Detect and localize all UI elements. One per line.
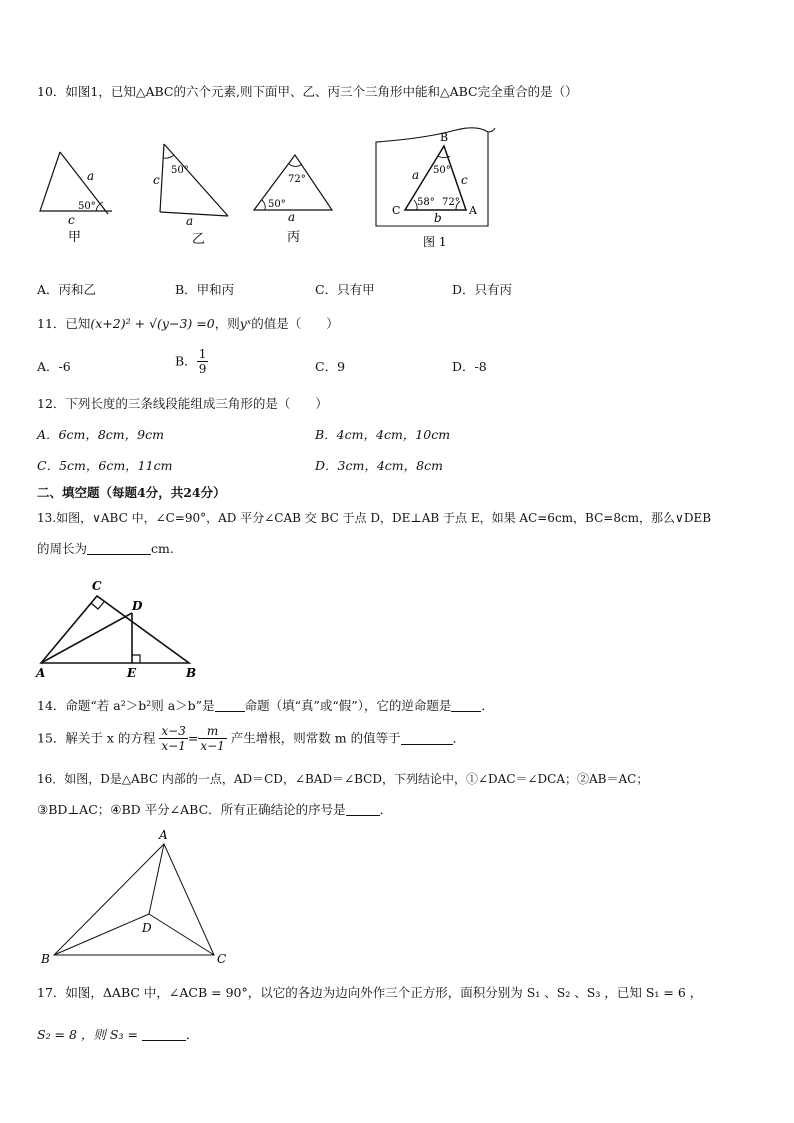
q13-label-C: C bbox=[92, 579, 102, 593]
q13-line2 bbox=[37, 541, 174, 557]
yi-side-c: c bbox=[153, 173, 160, 187]
q11-power: yˣ bbox=[239, 316, 252, 331]
q13-answer-blank[interactable] bbox=[87, 542, 151, 555]
figure-q13 bbox=[34, 576, 204, 680]
q12-stem: 12．下列长度的三条线段能组成三角形的是（ ） bbox=[37, 396, 328, 411]
jia-caption: 甲 bbox=[68, 230, 82, 245]
q11-option-b-numerator: 1 bbox=[198, 347, 207, 361]
fig1-angle-B: 50° bbox=[433, 165, 451, 176]
q17-answer-blank[interactable] bbox=[142, 1028, 186, 1041]
q15-frac1-denominator: x−1 bbox=[161, 739, 186, 753]
q11-option-b bbox=[175, 347, 208, 376]
q11-stem-end: 的值是（ ） bbox=[251, 316, 339, 331]
yi-side-a: a bbox=[186, 214, 194, 228]
q16-label-D: D bbox=[142, 921, 152, 935]
q14-text-pre: 14．命题“若 a²＞b²则 a＞b”是 bbox=[37, 698, 215, 713]
fig1-side-b: b bbox=[434, 211, 442, 225]
fig1-side-c: c bbox=[461, 173, 468, 187]
figure-yi bbox=[152, 142, 236, 248]
q16-answer-blank[interactable] bbox=[346, 803, 380, 816]
q15-post: 产生增根，则常数 m 的值等于 bbox=[230, 730, 401, 746]
figure-q16 bbox=[38, 826, 234, 968]
q15-answer-blank[interactable] bbox=[401, 732, 453, 745]
q16-line1: 16．如图，D是△ABC 内部的一点，AD＝CD，∠BAD＝∠BCD，下列结论中，①∠DAC＝∠DCA；②AB＝AC； bbox=[37, 772, 649, 786]
q13-label-A: A bbox=[36, 666, 46, 680]
jia-side-a: a bbox=[87, 169, 95, 183]
q13-line1: 13.如图，∨ABC 中，∠C=90°，AD 平分∠CAB 交 BC 于点 D，DE⊥AB 于点 E，如果 AC=6cm，BC=8cm，那么∨DEB bbox=[37, 511, 712, 525]
q14-text-mid: 命题（填“真”或“假”），它的逆命题是 bbox=[244, 698, 452, 713]
q16-label-C: C bbox=[217, 952, 227, 966]
yi-caption: 乙 bbox=[192, 232, 206, 247]
q15-text bbox=[37, 724, 465, 753]
q11-option-b-denominator: 9 bbox=[198, 362, 207, 376]
q14-blank-2[interactable] bbox=[451, 699, 481, 712]
q13-label-D: D bbox=[132, 599, 143, 613]
bing-angle-top: 72° bbox=[288, 174, 306, 185]
figure-bing bbox=[250, 150, 340, 248]
q11-stem bbox=[37, 316, 339, 332]
q15-frac2-numerator: m bbox=[198, 724, 226, 739]
q13-line2-post: cm. bbox=[151, 541, 174, 556]
q12-option-d: D．3cm，4cm，8cm bbox=[315, 458, 443, 473]
q10-option-d: D．只有丙 bbox=[452, 282, 513, 297]
q15-pre: 15．解关于 x 的方程 bbox=[37, 730, 156, 746]
fig1-caption: 图 1 bbox=[423, 235, 447, 249]
q11-option-b-label: B． bbox=[175, 353, 197, 369]
q12-option-b: B．4cm，4cm，10cm bbox=[315, 427, 451, 442]
q16-line2-end: ． bbox=[379, 802, 393, 817]
yi-angle: 50° bbox=[171, 165, 189, 176]
q11-option-d: D．-8 bbox=[452, 359, 487, 374]
q10-option-c: C．只有甲 bbox=[315, 282, 375, 297]
q17-line2-pre: S₂ = 8 ，则 S₃ = bbox=[37, 1027, 138, 1042]
fig1-label-A: A bbox=[469, 204, 477, 217]
q15-equals: = bbox=[187, 730, 199, 746]
figure-jia bbox=[36, 148, 116, 248]
bing-angle-left: 50° bbox=[268, 199, 286, 210]
q12-option-c: C．5cm，6cm，11cm bbox=[37, 458, 173, 473]
q15-frac2-denominator: x−1 bbox=[200, 739, 225, 753]
jia-angle: 50° bbox=[78, 201, 96, 212]
q11-stem-post: ，则 bbox=[214, 316, 240, 331]
q10-option-a: A．丙和乙 bbox=[37, 282, 97, 297]
q14-text bbox=[37, 698, 494, 714]
fig1-angle-C: 58° bbox=[417, 197, 435, 208]
q11-option-c: C．9 bbox=[315, 359, 346, 374]
q15-end: ． bbox=[452, 730, 466, 746]
q10-stem: 10．如图1，已知△ABC的六个元素,则下面甲、乙、丙三个三角形中能和△ABC完全重合的是（） bbox=[37, 84, 578, 99]
fig1-side-a: a bbox=[412, 168, 420, 182]
q10-option-b: B．甲和丙 bbox=[175, 282, 235, 297]
fig1-label-B: B bbox=[440, 131, 449, 144]
fig1-angle-A: 72° bbox=[442, 197, 460, 208]
q16-line2-pre: ③BD⊥AC；④BD 平分∠ABC．所有正确结论的序号是 bbox=[37, 802, 346, 817]
q13-label-E: E bbox=[127, 666, 137, 680]
q11-formula: (x+2)² + √(y−3) =0 bbox=[90, 316, 215, 331]
q16-label-A: A bbox=[159, 828, 168, 842]
q11-stem-pre: 11．已知 bbox=[37, 316, 91, 331]
q17-line1: 17．如图，ΔABC 中，∠ACB = 90°，以它的各边为边向外作三个正方形，面积分别为 S₁ 、S₂ 、S₃ ，已知 S₁ = 6 ， bbox=[37, 985, 703, 1000]
q15-frac1-numerator: x−3 bbox=[161, 724, 186, 738]
section-fill-in-title: 二、填空题（每题4分，共24分） bbox=[37, 485, 226, 500]
bing-side-a: a bbox=[288, 210, 296, 224]
q16-line2 bbox=[37, 802, 392, 818]
q14-blank-1[interactable] bbox=[215, 699, 245, 712]
q13-label-B: B bbox=[186, 666, 197, 680]
bing-caption: 丙 bbox=[287, 230, 301, 245]
q16-label-B: B bbox=[41, 952, 50, 966]
q17-line2 bbox=[37, 1027, 198, 1043]
fig1-label-C: C bbox=[392, 204, 401, 217]
q17-line2-end: ． bbox=[185, 1027, 199, 1042]
q12-option-a: A．6cm，8cm，9cm bbox=[37, 427, 164, 442]
figure-1 bbox=[374, 126, 498, 252]
q14-text-end: ． bbox=[481, 698, 494, 713]
q11-option-a: A．-6 bbox=[37, 359, 71, 374]
q13-line2-pre: 的周长为 bbox=[37, 541, 88, 556]
jia-side-c: c bbox=[68, 213, 75, 227]
